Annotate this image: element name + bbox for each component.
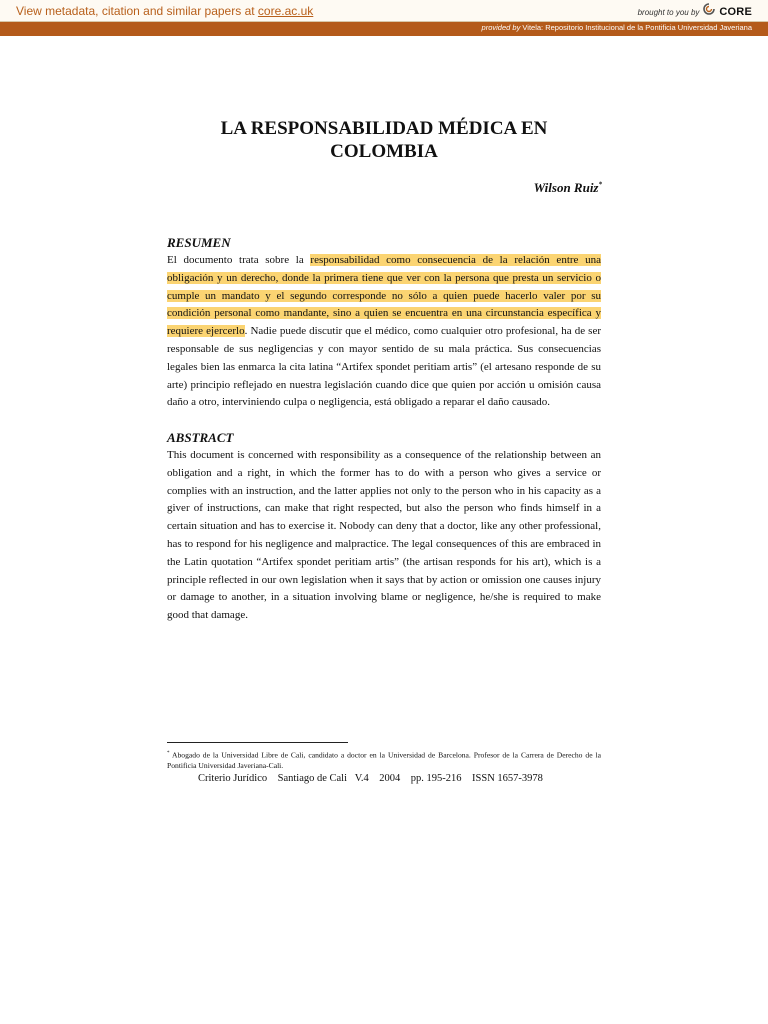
- core-banner: [0, 0, 768, 22]
- footnote-divider: [167, 742, 348, 743]
- resumen-heading: RESUMEN: [167, 235, 231, 250]
- abstract-heading: ABSTRACT: [167, 430, 234, 445]
- brought-to-you-label: brought to you by: [637, 7, 700, 17]
- author-name-text: Wilson Ruiz: [533, 180, 599, 195]
- abstract-paragraph: This document is concerned with responsibility as a consequence of the relationship between an obligation and a right, in which the former has to do with a person who gives a service or complies with an instruction, and the latter applies not only to the person who in his capacity as a giver of instructions, can make that right respected, but also the person who finds himself in a certain situation and has to exercise it. Nobody can deny that a doctor, like any other professional, has to respond for his negligence and malpractice. The legal consequences of this are embraced in the Latin quotation “Artifex spondet peritiam artis” (the artisan responds for his art), which is a principle reflected in our own legislation when it says that by action or omission one causes injury or damage to another, in a situation involving blame or negligence, he/she is required to make good that damage.: [167, 449, 601, 622]
- core-link[interactable]: core.ac.uk: [257, 4, 314, 18]
- core-metadata-text: [16, 4, 313, 18]
- provided-by-source: Vitela: Repositorio Institucional de la Pontificia Universidad Javeriana: [522, 23, 752, 32]
- core-metadata-prefix: View metadata, citation and similar papers at: [16, 4, 255, 18]
- author-footnote-mark: *: [598, 180, 602, 189]
- provided-by-text[interactable]: [482, 23, 752, 32]
- resumen-paragraph: [167, 252, 601, 412]
- resumen-text-start: El documento trata sobre la: [167, 254, 311, 266]
- resumen-highlight: responsabilidad como consecuencia de la relación entre una obligación y un derecho, donde la primera tiene que ver con la persona que presta un servicio o cumple un mandato y el segundo corresponde no sólo a quien puede hacerlo valer por su condición personal como mandante, sino a quien se encuentra en una circunstancia específica y requiere ejercerlo: [167, 254, 601, 338]
- footnote: [167, 749, 601, 771]
- paper-title: LA RESPONSABILIDAD MÉDICA EN COLOMBIA: [220, 118, 548, 162]
- core-logo-icon: [703, 3, 715, 21]
- core-branding[interactable]: [638, 3, 752, 21]
- footnote-mark: *: [167, 751, 170, 756]
- author-name: [534, 180, 602, 196]
- provided-by-label: provided by: [481, 23, 521, 32]
- core-logo-text: CORE: [719, 6, 752, 18]
- footnote-text: Abogado de la Universidad Libre de Cali, candidato a doctor en la Universidad de Barcelona. Profesor de la Carrera de Derecho de la Pontificia Universidad Javeriana-Cali.: [167, 750, 602, 770]
- journal-citation: Criterio Jurídico Santiago de Cali V.4 2004 pp. 195-216 ISSN 1657-3978: [198, 773, 543, 784]
- provided-by-bar: [0, 22, 768, 36]
- resumen-text-end: . Nadie puede discutir que el médico, como cualquier otro profesional, ha de ser responsable de sus negligencias y con mayor sentido de su mala práctica. Sus consecuencias legales bien las enmarca la cita latina “Artifex spondet peritiam artis” (el artesano responde de su arte) principio reflejado en nuestra legislación cuando dice que quien por acción u omisión causa daño a otro, interviniendo culpa o negligencia, está obligado a reparar el daño causado.: [167, 325, 601, 409]
